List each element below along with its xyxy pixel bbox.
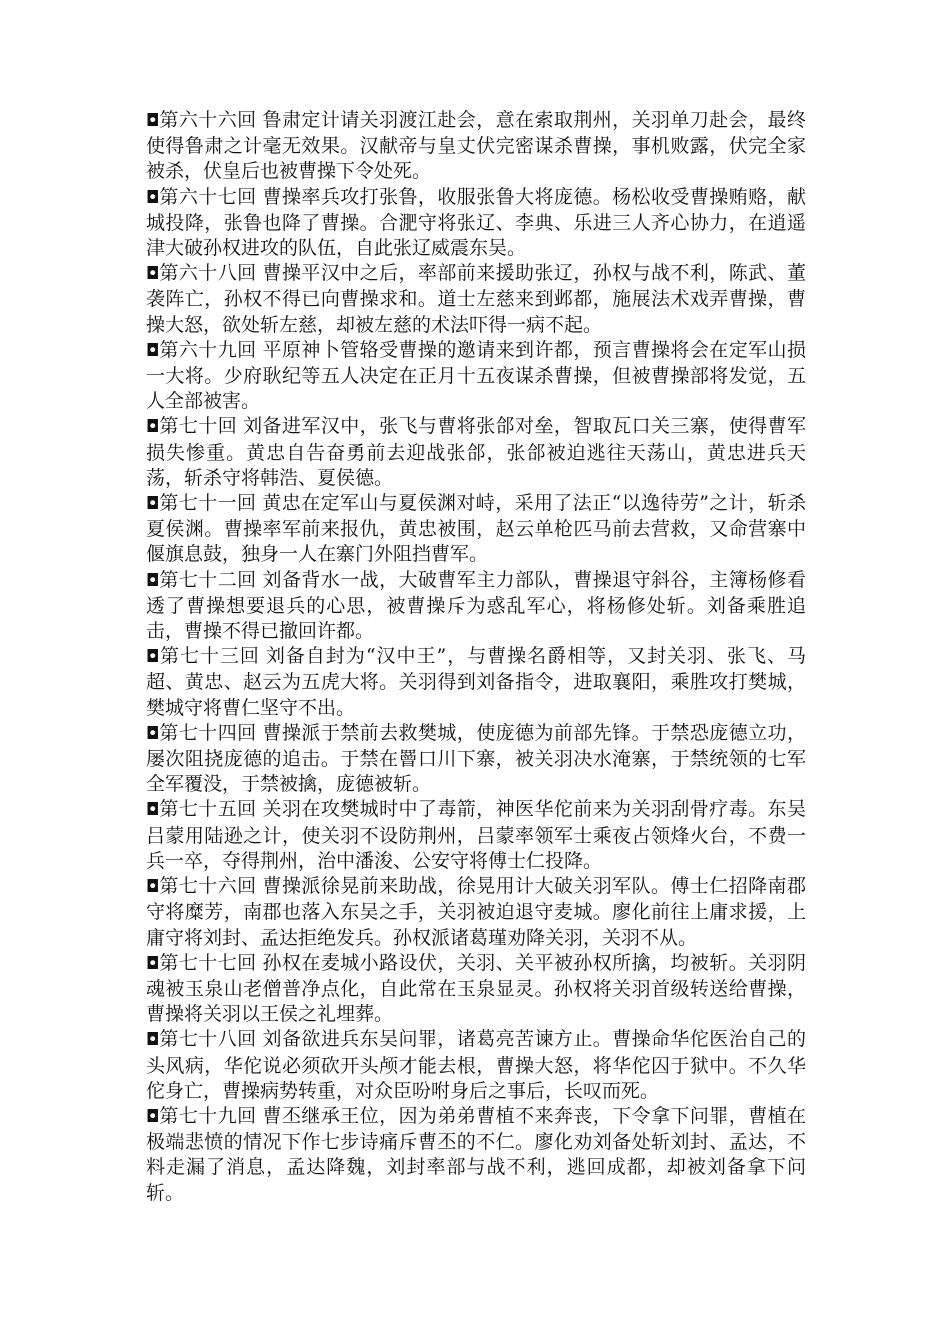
chapter-text: 鲁肃定计请关羽渡江赴会，意在索取荆州，关羽单刀赴会，最终使得鲁肃之计毫无效果。汉献帝与皇丈伏完密谋杀曹操，事机败露，伏完全家被杀，伏皇后也被曹操下令处死。: [146, 109, 806, 183]
chapter-text: 孙权在麦城小路设伏，关羽、关平被孙权所擒，均被斩。关羽阴魂被玉泉山老僧普净点化，自此常在玉泉显灵。孙权将关羽首级转送给曹操，曹操将关羽以王侯之礼埋葬。: [146, 951, 806, 1026]
chapter-summary-71: [146, 491, 806, 568]
chapter-summary-78: [146, 1027, 806, 1104]
bullet-icon: ◘: [146, 1030, 160, 1051]
chapter-text: 曹操派徐晃前来助战，徐晃用计大破关羽军队。傅士仁招降南郡守将糜芳，南郡也落入东吴之手，关羽被迫退守麦城。廖化前往上庸求援，上庸守将刘封、孟达拒绝发兵。孙权派诸葛瑾劝降关羽，关羽不从。: [146, 875, 806, 949]
chapter-summary-76: [146, 874, 806, 951]
chapter-summary-67: [146, 185, 806, 262]
chapter-text: 曹操平汉中之后，率部前来援助张辽，孙权与战不利，陈武、董袭阵亡，孙权不得已向曹操求和。道士左慈来到邺都，施展法术戏弄曹操，曹操大怒，欲处斩左慈，却被左慈的术法吓得一病不起。: [146, 262, 806, 336]
chapter-summary-73: [146, 644, 806, 721]
bullet-icon: ◘: [146, 111, 160, 131]
chapter-text: 黄忠在定军山与夏侯渊对峙，采用了法正“以逸待劳”之计，斩杀夏侯渊。曹操率军前来报仇，黄忠被围，赵云单枪匹马前去营救，又命营寨中偃旗息鼓，独身一人在寨门外阻挡曹军。: [146, 492, 806, 566]
chapter-title: 第七十六回: [159, 875, 257, 898]
chapter-text: 关羽在攻樊城时中了毒箭，神医华佗前来为关羽刮骨疗毒。东吴吕蒙用陆逊之计，使关羽不设防荆州，吕蒙率领军士乘夜占领烽火台，不费一兵一卒，夺得荆州，治中潘浚、公安守将傅士仁投降。: [146, 798, 806, 872]
bullet-icon: ◘: [146, 570, 160, 591]
chapter-summary-69: [146, 338, 806, 415]
chapter-text: 刘备欲进兵东吴问罪，诸葛亮苦谏方止。曹操命华佗医治自己的头风病，华佗说必须砍开头颅才能去根，曹操大怒，将华佗囚于狱中。不久华佗身亡，曹操病势转重，对众臣吩咐身后之事后，长叹而死。: [146, 1028, 806, 1102]
chapter-text: 刘备进军汉中，张飞与曹将张郃对垒，智取瓦口关三寨，使得曹军损失惨重。黄忠自告奋勇前去迎战张郃，张郃被迫逃往天荡山，黄忠进兵天荡，斩杀守将韩浩、夏侯德。: [146, 415, 806, 489]
chapter-text: 平原神卜管辂受曹操的邀请来到许都，预言曹操将会在定军山损一大将。少府耿纪等五人决定在正月十五夜谋杀曹操，但被曹操部将发觉，五人全部被害。: [146, 338, 806, 413]
chapter-summary-74: [146, 721, 806, 798]
chapter-text: 曹丕继承王位，因为弟弟曹植不来奔丧，下令拿下问罪，曹植在极端悲愤的情况下作七步诗痛斥曹丕的不仁。廖化劝刘备处斩刘封、孟达，不料走漏了消息，孟达降魏，刘封率部与战不利，逃回成都，却被刘备拿下问斩。: [146, 1104, 806, 1204]
chapter-title: 第七十二回: [159, 568, 257, 591]
chapter-text: 曹操率兵攻打张鲁，收服张鲁大将庞德。杨松收受曹操贿赂，献城投降，张鲁也降了曹操。合淝守将张辽、李典、乐进三人齐心协力，在逍遥津大破孙权进攻的队伍，自此张辽威震东吴。: [146, 185, 806, 260]
chapter-title: 第七十五回: [159, 798, 257, 821]
chapter-title: 第七十九回: [159, 1104, 257, 1127]
chapter-text: 曹操派于禁前去救樊城，使庞德为前部先锋。于禁恐庞德立功，屡次阻挠庞德的追击。于禁在罾口川下寨，被关羽决水淹寨，于禁统领的七军全军覆没，于禁被擒，庞德被斩。: [146, 721, 806, 796]
chapter-text: 刘备背水一战，大破曹军主力部队，曹操退守斜谷，主簿杨修看透了曹操想要退兵的心思，被曹操斥为惑乱军心，将杨修处斩。刘备乘胜追击，曹操不得已撤回许都。: [146, 568, 806, 643]
chapter-title: 第七十七回: [159, 951, 257, 974]
chapter-text: 刘备自封为“汉中王”，与曹操名爵相等，又封关羽、张飞、马超、黄忠、赵云为五虎大将。关羽得到刘备指令，进取襄阳，乘胜攻打樊城，樊城守将曹仁坚守不出。: [146, 645, 806, 719]
bullet-icon: ◘: [146, 417, 160, 438]
chapter-title: 第六十七回: [159, 185, 257, 208]
chapter-title: 第七十三回: [159, 645, 260, 668]
chapter-summary-68: [146, 261, 806, 338]
chapter-summary-79: [146, 1104, 806, 1206]
bullet-icon: ◘: [146, 340, 160, 361]
bullet-icon: ◘: [146, 264, 160, 285]
bullet-icon: ◘: [146, 723, 160, 744]
chapter-title: 第六十九回: [159, 338, 257, 361]
chapter-summary-72: [146, 568, 806, 645]
chapter-title: 第七十四回: [159, 721, 257, 744]
document-body: [146, 108, 806, 1206]
bullet-icon: ◘: [146, 800, 160, 821]
chapter-summary-77: [146, 951, 806, 1028]
chapter-summary-66: [146, 108, 806, 185]
bullet-icon: ◘: [146, 647, 160, 668]
chapter-title: 第六十八回: [159, 262, 257, 285]
bullet-icon: ◘: [146, 494, 160, 515]
chapter-title: 第七十回: [159, 415, 238, 438]
chapter-title: 第七十八回: [159, 1028, 257, 1051]
bullet-icon: ◘: [146, 877, 160, 898]
chapter-title: 第六十六回: [159, 109, 257, 131]
chapter-summary-70: [146, 414, 806, 491]
bullet-icon: ◘: [146, 1106, 160, 1127]
chapter-summary-75: [146, 797, 806, 874]
chapter-title: 第七十一回: [159, 492, 257, 515]
bullet-icon: ◘: [146, 953, 160, 974]
bullet-icon: ◘: [146, 187, 160, 208]
